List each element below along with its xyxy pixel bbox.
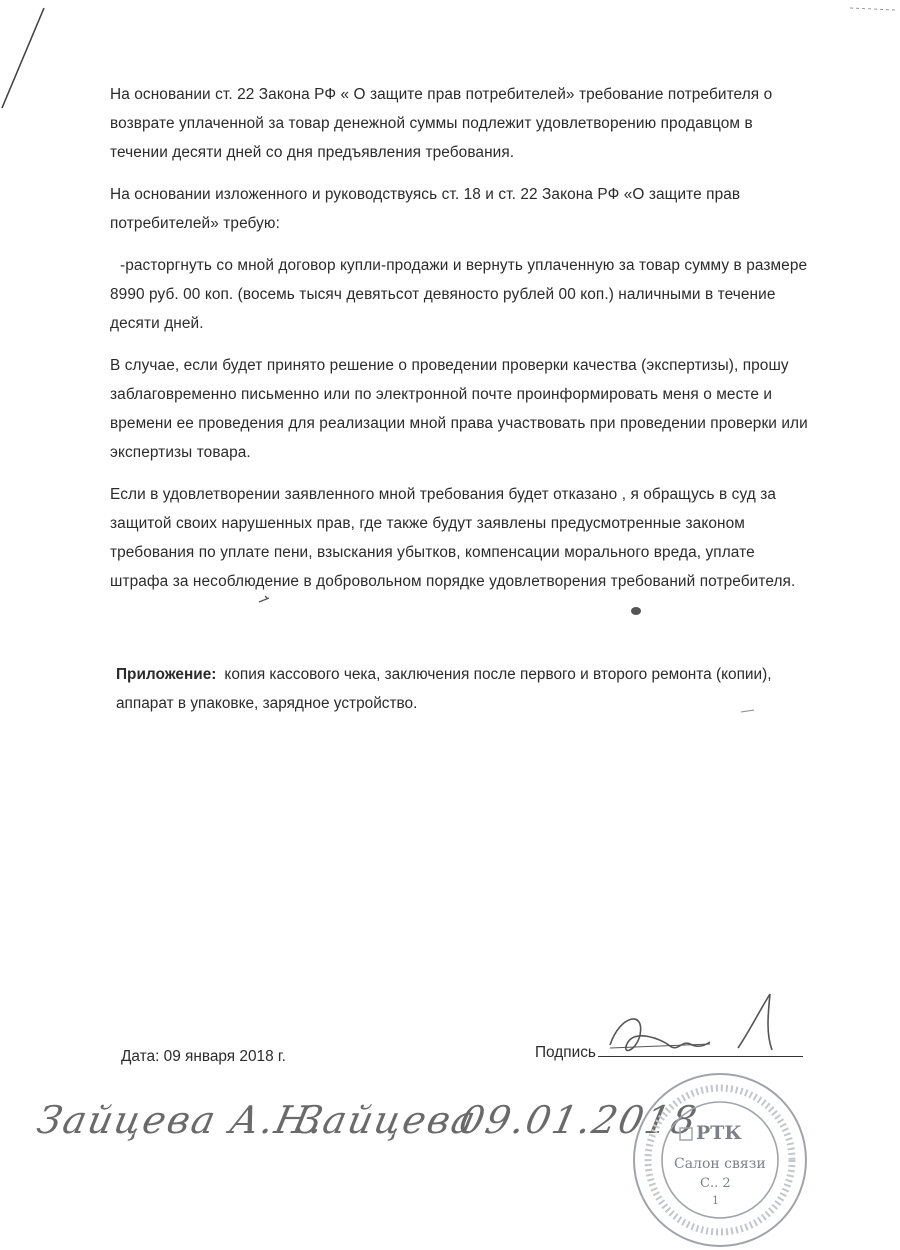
date-line: Дата: 09 января 2018 г. [121,1048,286,1065]
paragraph-law-reference: На основании ст. 22 Закона РФ « О защите прав потребителей» требование потребителя о возврате уплаченной за товар денежной суммы подлежит удовлетворению продавцом в течении десяти дней со дня предъявления требования. [110,86,773,161]
scan-corner-mark [845,2,900,16]
paragraph-demand-intro: На основании изложенного и руководствуясь ст. 18 и ст. 22 Закона РФ «О защите прав потребителей» требую: [110,186,741,232]
letter-body [110,80,810,609]
paragraph-expertise: В случае, если будет принято решение о проведении проверки качества (экспертизы), прошу заблаговременно письменно или по электронной почте проинформировать меня о месте и времени ее проведения для реализации мной права участвовать при проведении проверки или экспертизы товара. [110,357,808,461]
company-stamp [630,1070,810,1250]
stamp-brand: РТК [696,1122,742,1144]
stamp-line-2: С.. 2 [700,1176,731,1191]
handwritten-name: Зайцева А.Н. [33,1098,330,1142]
appendix [116,660,796,718]
stamp-line-3: 1 [712,1194,719,1207]
paragraph-demand: -расторгнуть со мной договор купли-продажи и вернуть уплаченную за товар сумму в размере 8990 руб. 00 коп. (восемь тысяч девятьсот девяносто рублей 00 коп.) наличными в течение десяти дней. [110,257,808,332]
paragraph-court-warning: Если в удовлетворении заявленного мной требования будет отказано , я обращусь в суд за защитой своих нарушенных прав, где также будут заявлены предусмотренные законом требования по уплате пени, взыскания убытков, компенсации морального вреда, уплате штрафа за несоблюдение в добровольном порядке удовлетворения требований потребителя. [110,486,796,590]
handwritten-date: 09.01.2018 [455,1098,703,1142]
handwritten-signature: Зайцева [293,1098,482,1142]
signature-scribble [600,990,800,1070]
appendix-label: Приложение: [116,666,217,683]
signature-label: Подпись [535,1044,596,1061]
scan-edge-mark [0,0,60,120]
appendix-text: копия кассового чека, заключения после первого и второго ремонта (копии), аппарат в упаковке, зарядное устройство. [116,666,772,712]
stamp-line-1: Салон связи [674,1156,766,1172]
